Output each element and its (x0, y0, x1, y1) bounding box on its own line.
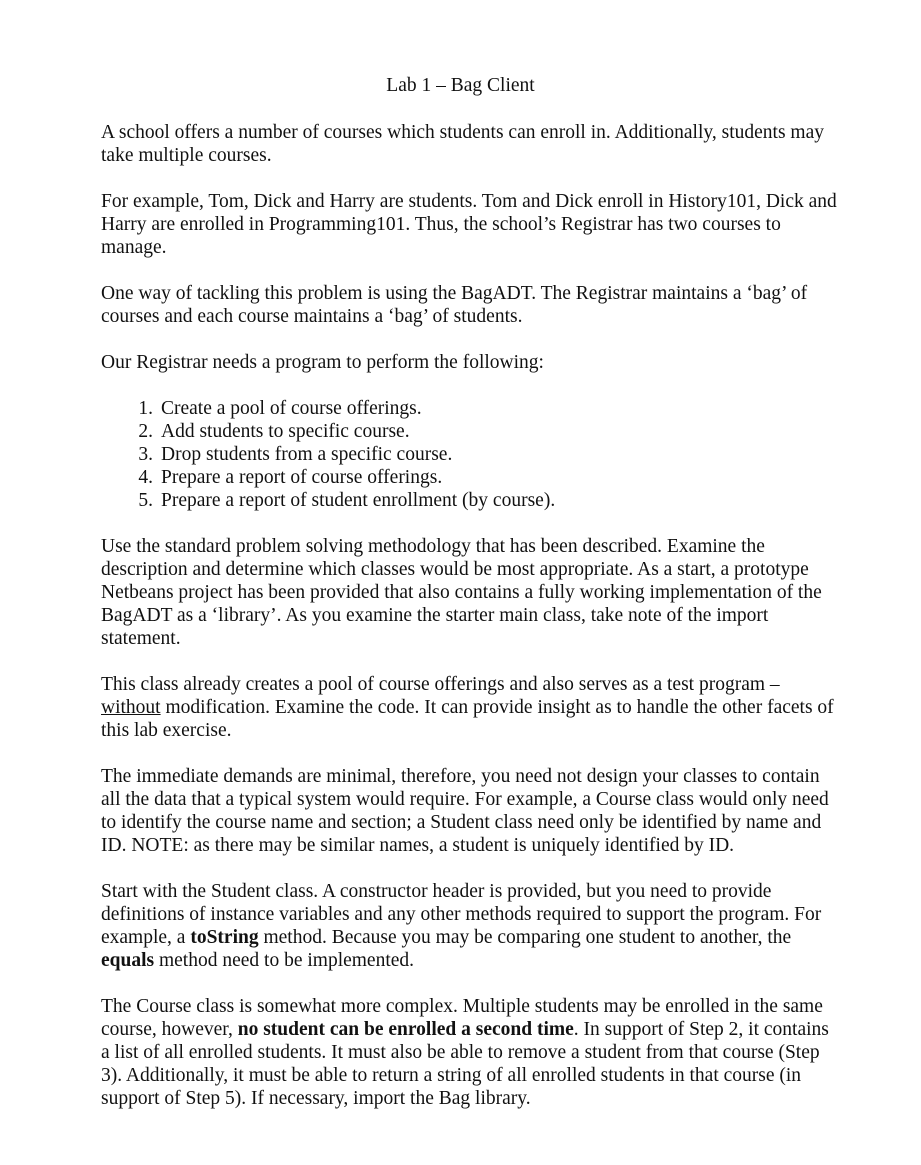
text-segment: The Course class is somewhat more complex. Multiple students may be enrolled in the same course, however, (101, 996, 823, 1040)
paragraph-methodology: Use the standard problem solving methodology that has been described. Examine the description and determine which classes would be most appropriate. As a start, a prototype Netbeans project has been provided that also contains a fully working implementation of the BagADT as a ‘library’. As you examine the starter main class, take note of the import statement. (101, 536, 822, 649)
paragraph-intro: A school offers a number of courses which students can enroll in. Additionally, students may take multiple courses. (101, 122, 824, 166)
text-segment: . In support of Step 2, it contains a list of all enrolled students. It must also be able to remove a student from that course (Step 3). Additionally, it must be able to return a string of all enrolled students in that course (in support of Step 5). If necessary, import the Bag library. (101, 1019, 829, 1109)
list-item-text: Prepare a report of student enrollment (by course). (161, 490, 556, 511)
list-item (101, 443, 841, 466)
list-item-text: Add students to specific course. (161, 421, 410, 442)
paragraph-requirements-lead: Our Registrar needs a program to perform the following: (101, 352, 544, 373)
list-item (101, 466, 841, 489)
list-item-text: Drop students from a specific course. (161, 444, 453, 465)
list-item (101, 489, 841, 512)
list-item-number: 2. (138, 421, 153, 442)
text-segment: method. Because you may be comparing one student to another, the (263, 927, 792, 948)
paragraph-student-class (101, 880, 841, 972)
underlined-text: without (101, 697, 161, 718)
bold-term-equals: equals (101, 950, 155, 971)
list-item-number: 5. (138, 490, 153, 511)
requirements-list (101, 397, 841, 512)
paragraph-demands: The immediate demands are minimal, therefore, you need not design your classes to contain all the data that a typical system would require. For example, a Course class would only need to identify the course name and section; a Student class need only be identified by name and ID. NOTE: as there may be similar names, a student is uniquely identified by ID. (101, 766, 829, 856)
text-segment: This class already creates a pool of course offerings and also serves as a test program – (101, 674, 780, 695)
list-item-number: 1. (138, 398, 153, 419)
list-item-number: 3. (138, 444, 153, 465)
text-segment: method need to be implemented. (158, 950, 415, 971)
document-title: Lab 1 – Bag Client (386, 75, 535, 96)
bold-term-tostring: toString (190, 927, 259, 948)
list-item (101, 397, 841, 420)
paragraph-example: For example, Tom, Dick and Harry are students. Tom and Dick enroll in History101, Dick and Harry are enrolled in Programming101. Thus, the school’s Registrar has two courses to manage. (101, 191, 837, 258)
paragraph-test-program (101, 673, 841, 742)
list-item (101, 420, 841, 443)
list-item-number: 4. (138, 467, 153, 488)
document-body (101, 121, 841, 1133)
text-segment: modification. Examine the code. It can provide insight as to handle the other facets of this lab exercise. (101, 697, 834, 741)
paragraph-course-class (101, 995, 841, 1110)
list-item-text: Prepare a report of course offerings. (161, 467, 443, 488)
bold-emphasis: no student can be enrolled a second time (237, 1019, 574, 1040)
list-item-text: Create a pool of course offerings. (161, 398, 422, 419)
paragraph-bagadt: One way of tackling this problem is using the BagADT. The Registrar maintains a ‘bag’ of courses and each course maintains a ‘bag’ of students. (101, 283, 808, 327)
text-segment: Start with the Student class. A constructor header is provided, but you need to provide definitions of instance variables and any other methods required to support the program. For example, a (101, 881, 822, 948)
